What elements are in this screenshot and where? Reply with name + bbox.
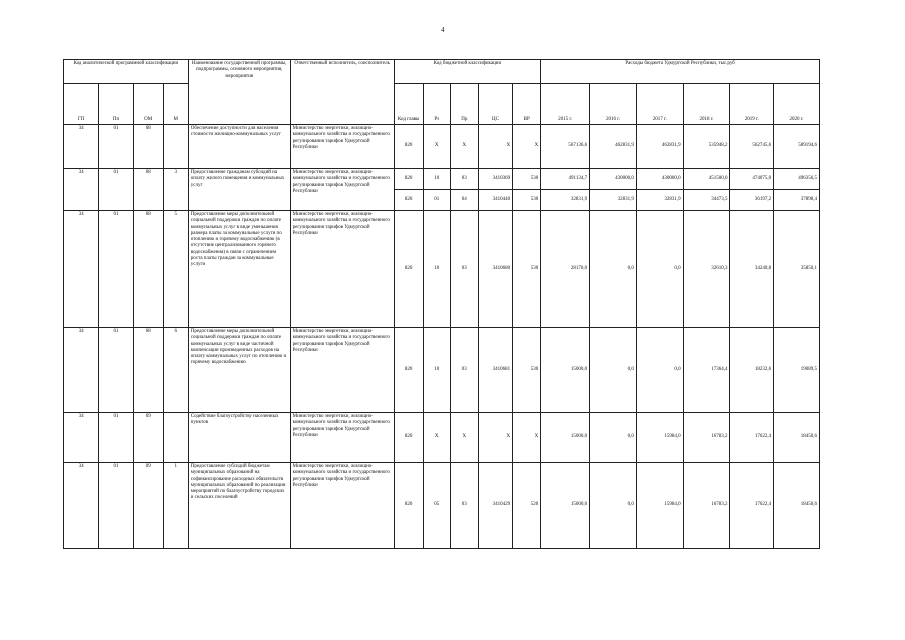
vr-cell: 530	[513, 169, 541, 190]
name-cell: Обеспечение доступности для населения стоимости жилищно-коммунальных услуг	[188, 125, 290, 169]
cs-cell: 3410680	[478, 211, 512, 328]
year-value-cell: 32610,3	[683, 211, 730, 328]
year-value-cell: 36197,2	[730, 190, 774, 211]
pp-cell: 01	[99, 413, 133, 463]
year-value-cell: 37898,4	[774, 190, 820, 211]
year-value-cell: 462831,9	[636, 125, 683, 169]
year-value-cell: 32831,9	[541, 190, 590, 211]
year-value-cell: 15984,0	[636, 413, 683, 463]
year-value-cell: 474075,0	[730, 169, 774, 190]
year-value-cell: 462831,9	[590, 125, 637, 169]
year-value-cell: 18450,6	[774, 413, 820, 463]
gp-cell: 34	[64, 413, 99, 463]
rz-cell: X	[423, 125, 450, 169]
m-cell	[163, 413, 188, 463]
table-row	[64, 169, 820, 190]
header-year-2019: 2019 г.	[730, 84, 774, 125]
header-pr: Пр	[450, 84, 478, 125]
header-kod-glavy: Код главы	[394, 84, 423, 125]
rz-cell: 10	[423, 169, 450, 190]
m-cell: 3	[163, 169, 188, 211]
year-value-cell: 34240,8	[730, 211, 774, 328]
budget-table	[63, 59, 820, 549]
year-value-cell: 567136,6	[541, 125, 590, 169]
gp-cell: 34	[64, 169, 99, 211]
year-value-cell: 0,0	[636, 328, 683, 413]
om-cell: 08	[133, 169, 163, 211]
year-value-cell: 0,0	[590, 463, 637, 549]
kod-glavy-cell: 820	[394, 328, 423, 413]
kod-glavy-cell: 820	[394, 125, 423, 169]
year-value-cell: 32831,9	[636, 190, 683, 211]
cs-cell: 3410440	[478, 190, 512, 211]
executor-cell: Министерство энергетики, жилищно-коммунального хозяйства и государственного регулирования тарифов Удмуртской Республики	[290, 413, 394, 463]
year-value-cell: 18232,6	[730, 328, 774, 413]
year-value-cell: 451500,0	[683, 169, 730, 190]
kod-glavy-cell: 820	[394, 190, 423, 211]
page-number: 4	[441, 26, 445, 34]
om-cell: 09	[133, 413, 163, 463]
rz-cell: 10	[423, 328, 450, 413]
name-cell: Предоставление гражданам субсидий на оплату жилого помещения и коммунальных услуг	[188, 169, 290, 211]
year-value-cell: 430000,0	[590, 169, 637, 190]
executor-cell: Министерство энергетики, жилищно-коммунального хозяйства и государственного регулирования тарифов Удмуртской Республики	[290, 463, 394, 549]
year-value-cell: 535948,2	[683, 125, 730, 169]
header-name: Наименование государственной программы, подпрограммы, основного мероприятия, мероприятия	[188, 60, 290, 125]
year-value-cell: 0,0	[636, 211, 683, 328]
om-cell: 08	[133, 211, 163, 328]
pp-cell: 01	[99, 211, 133, 328]
rz-cell: X	[423, 413, 450, 463]
vr-cell: 530	[513, 328, 541, 413]
table-row	[64, 125, 820, 169]
vr-cell: X	[513, 125, 541, 169]
pr-cell: 03	[450, 463, 478, 549]
header-om: ОМ	[133, 84, 163, 125]
pr-cell: X	[450, 125, 478, 169]
gp-cell: 34	[64, 463, 99, 549]
year-value-cell: 19089,5	[774, 328, 820, 413]
header-expenses: Расходы бюджета Удмуртской Республики, тыс.руб	[541, 60, 820, 84]
year-value-cell: 17364,4	[683, 328, 730, 413]
m-cell: 5	[163, 211, 188, 328]
pp-cell: 01	[99, 463, 133, 549]
kod-glavy-cell: 820	[394, 169, 423, 190]
year-value-cell: 34473,5	[683, 190, 730, 211]
year-value-cell: 17622,4	[730, 463, 774, 549]
m-cell: 6	[163, 328, 188, 413]
gp-cell: 34	[64, 328, 99, 413]
cs-cell: X	[478, 413, 512, 463]
table-row	[64, 328, 820, 413]
om-cell: 09	[133, 463, 163, 549]
year-value-cell: 17622,4	[730, 413, 774, 463]
header-year-2015: 2015 г.	[541, 84, 590, 125]
table-body	[64, 125, 820, 549]
table-row	[64, 463, 820, 549]
cs-cell: 3410429	[478, 463, 512, 549]
pp-cell: 01	[99, 328, 133, 413]
header-vr: ВР	[513, 84, 541, 125]
header-rz: Рз	[423, 84, 450, 125]
year-value-cell: 0,0	[590, 328, 637, 413]
pp-cell: 01	[99, 169, 133, 211]
year-value-cell: 18450,6	[774, 463, 820, 549]
pp-cell: 01	[99, 125, 133, 169]
year-value-cell: 35850,1	[774, 211, 820, 328]
year-value-cell: 16783,2	[683, 413, 730, 463]
header-year-2018: 2018 г.	[683, 84, 730, 125]
year-value-cell: 562745,6	[730, 125, 774, 169]
year-value-cell: 28170,0	[541, 211, 590, 328]
year-value-cell: 430000,0	[636, 169, 683, 190]
vr-cell: 530	[513, 190, 541, 211]
header-executor: Ответственный исполнитель, соисполнитель	[290, 60, 394, 125]
year-value-cell: 15984,0	[636, 463, 683, 549]
pr-cell: 03	[450, 169, 478, 190]
kod-glavy-cell: 820	[394, 211, 423, 328]
name-cell: Содействие благоустройству населенных пунктов	[188, 413, 290, 463]
pr-cell: 04	[450, 190, 478, 211]
header-year-2017: 2017 г.	[636, 84, 683, 125]
header-cs: ЦС	[478, 84, 512, 125]
kod-glavy-cell: 820	[394, 413, 423, 463]
header-gp: ГП	[64, 84, 99, 125]
pr-cell: 03	[450, 328, 478, 413]
year-value-cell: 16783,2	[683, 463, 730, 549]
header-m: М	[163, 84, 188, 125]
year-value-cell: 589194,6	[774, 125, 820, 169]
table-row	[64, 211, 820, 328]
header-budget-code: Код бюджетной классификации	[394, 60, 541, 84]
m-cell	[163, 125, 188, 169]
pr-cell: X	[450, 413, 478, 463]
gp-cell: 34	[64, 211, 99, 328]
executor-cell: Министерство энергетики, жилищно-коммунального хозяйства и государственного регулирования тарифов Удмуртской Республики	[290, 328, 394, 413]
year-value-cell: 32831,9	[590, 190, 637, 211]
name-cell: Предоставление субсидий бюджетам муниципальных образований на софинансирование расходных обязательств муниципальных образований по реализации мероприятий по благоустройству городских и сельских поселений	[188, 463, 290, 549]
om-cell: 08	[133, 328, 163, 413]
rz-cell: 05	[423, 463, 450, 549]
year-value-cell: 15000,0	[541, 413, 590, 463]
year-value-cell: 491134,7	[541, 169, 590, 190]
executor-cell: Министерство энергетики, жилищно-коммунального хозяйства и государственного регулирования тарифов Удмуртской Республики	[290, 169, 394, 211]
vr-cell: X	[513, 413, 541, 463]
executor-cell: Министерство энергетики, жилищно-коммунального хозяйства и государственного регулирования тарифов Удмуртской Республики	[290, 125, 394, 169]
header-year-2016: 2016 г.	[590, 84, 637, 125]
rz-cell: 10	[423, 211, 450, 328]
gp-cell: 34	[64, 125, 99, 169]
header-year-2020: 2020 г.	[774, 84, 820, 125]
header-program-code: Код аналитической программной классификации	[64, 60, 189, 84]
year-value-cell: 15000,0	[541, 463, 590, 549]
cs-cell: 3410681	[478, 328, 512, 413]
cs-cell: X	[478, 125, 512, 169]
pr-cell: 03	[450, 211, 478, 328]
year-value-cell: 15000,0	[541, 328, 590, 413]
m-cell: 1	[163, 463, 188, 549]
name-cell: Предоставление меры дополнительной социальной поддержки граждан по оплате коммунальных услуг в виде частичной компенсации произведенных расходов на оплату коммунальных услуг по отоплению и горячему водоснабжению	[188, 328, 290, 413]
executor-cell: Министерство энергетики, жилищно-коммунального хозяйства и государственного регулирования тарифов Удмуртской Республики	[290, 211, 394, 328]
table-row	[64, 413, 820, 463]
vr-cell: 520	[513, 463, 541, 549]
vr-cell: 530	[513, 211, 541, 328]
year-value-cell: 0,0	[590, 211, 637, 328]
cs-cell: 3410369	[478, 169, 512, 190]
year-value-cell: 0,0	[590, 413, 637, 463]
header-pp: Пп	[99, 84, 133, 125]
year-value-cell: 496356,5	[774, 169, 820, 190]
rz-cell: 01	[423, 190, 450, 211]
name-cell: Предоставление меры дополнительной социальной поддержки граждан по оплате коммунальных услуг в виде уменьшения размера платы за коммунальные услуги по отоплению и горячему водоснабжению (в отсутствие централизованного горячего водоснабжения) в связи с ограничением роста платы граждан за коммунальные услуги	[188, 211, 290, 328]
om-cell: 08	[133, 125, 163, 169]
kod-glavy-cell: 820	[394, 463, 423, 549]
